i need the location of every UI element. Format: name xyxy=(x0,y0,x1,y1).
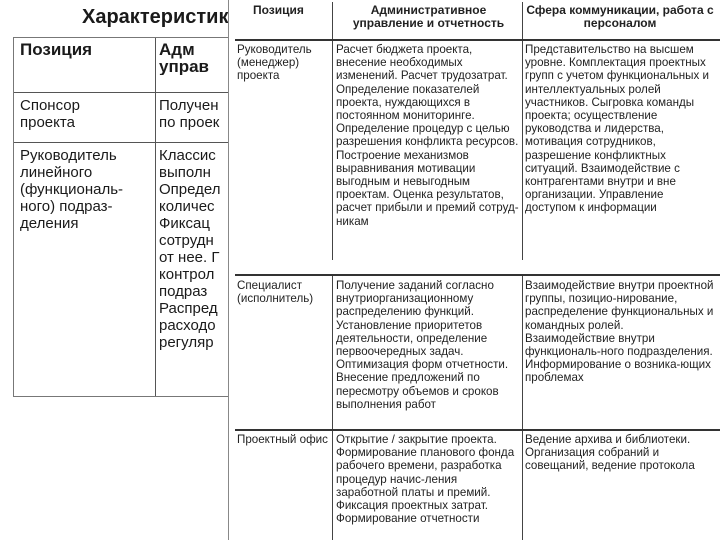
background-slide-table xyxy=(13,37,230,397)
header-admin-partial: Адм управ xyxy=(159,41,210,75)
row-position: Специалист (исполнитель) xyxy=(237,279,314,306)
row-admin: Открытие / закрытие проекта. Формирование планового фонда рабочего времени, разработка процедур начис-ления заработной платы и премий. Фиксация проектных затрат. Формирование отчетности xyxy=(336,433,515,526)
header-position: Позиция xyxy=(20,40,93,59)
row-partial: Получен по проек xyxy=(159,97,220,131)
table-header-row xyxy=(235,4,720,38)
table-header-row xyxy=(14,38,229,92)
row-partial: Классис выполн Определ количес Фиксац сотрудн от нее. Г контрол подраз Распред расходо регуляр xyxy=(159,147,221,351)
table-row xyxy=(14,142,229,397)
row-divider xyxy=(235,429,720,431)
row-divider xyxy=(235,274,720,276)
row-admin: Расчет бюджета проекта, внесение необходимых изменений. Расчет трудозатрат. Определение показателей проекта, нуждающихся в постоянном мониторинге. Определение процедур с целью разрешения конфликта ресурсов. Построение механизмов выравнивания мотивации выгодным и невыгодным проектам. Оценка результатов, расчет прибыли и премий сотруд-никам xyxy=(336,43,519,228)
row-admin: Получение заданий согласно внутриорганизационному распределению функций. Установление приоритетов деятельности, определение первоочередных задач. Оптимизация форм отчетности. Внесение предложений по пересмотру объемов и сроков выполнения работ xyxy=(336,279,509,411)
row-communication: Ведение архива и библиотеки. Организация собраний и совещаний, ведение протокола xyxy=(525,433,695,473)
header-communication: Сфера коммуникации, работа с персоналом xyxy=(526,3,714,30)
table-row xyxy=(235,43,720,258)
row-position: Руководитель линейного (функциональ- ного) подраз- деления xyxy=(20,147,124,232)
row-position: Руководитель (менеджер) проекта xyxy=(237,43,312,83)
row-communication: Представительство на высшем уровне. Комплектация проектных групп с учетом функциональных и интеллектуальных ролей участников. Сыгровка команды проекта; осуществление руководства и лидерства, мотивация сотрудников, разрешение конфликтных ситуаций. Взаимодействие с контрагентами внутри и вне организации. Управление доступом к информации xyxy=(525,43,709,215)
table-row xyxy=(235,279,720,424)
table-row xyxy=(235,433,720,540)
row-position: Спонсор проекта xyxy=(20,97,80,131)
overlay-table-page xyxy=(228,0,720,540)
header-divider xyxy=(235,39,720,41)
row-gap xyxy=(235,260,720,274)
header-position: Позиция xyxy=(253,3,304,17)
header-admin: Административное управление и отчетность xyxy=(352,3,505,30)
table-row xyxy=(14,92,229,143)
background-slide-title: Характеристик xyxy=(82,6,229,28)
row-communication: Взаимодействие внутри проектной группы, позицио-нирование, распределение функциональных и командных ролей. Взаимодействие внутри функциональ-ного подразделения. Информирование о возника-ющих проблемах xyxy=(525,279,714,385)
row-position: Проектный офис xyxy=(237,433,328,446)
